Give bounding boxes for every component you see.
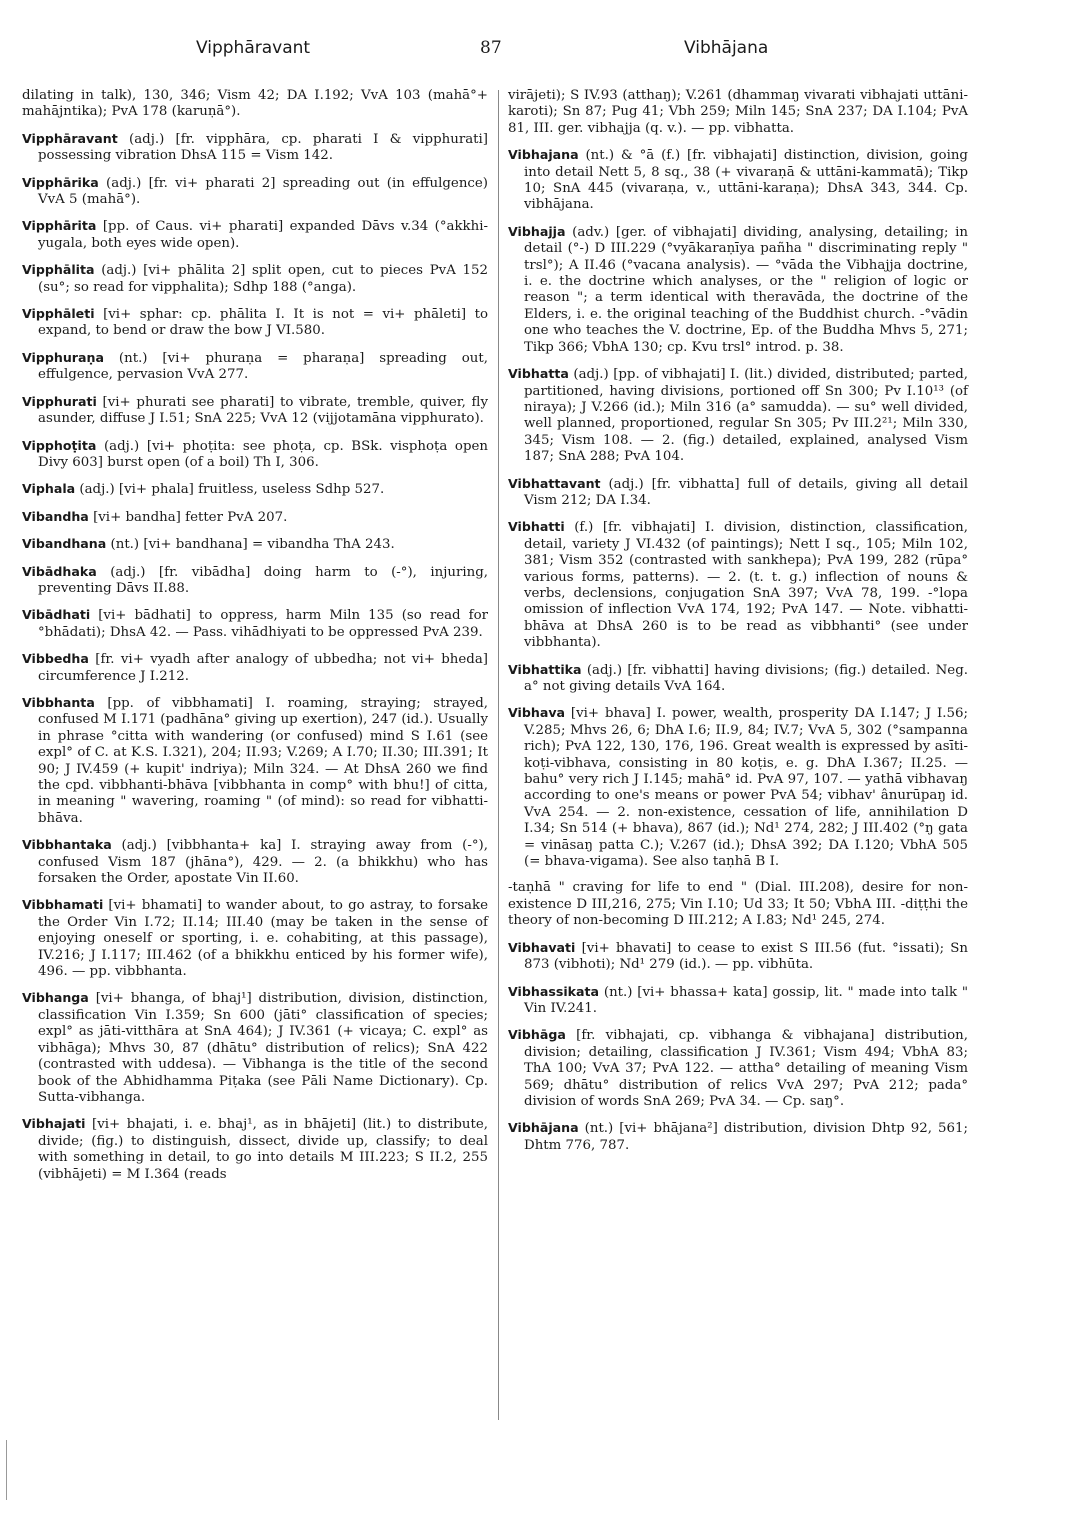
entry-headword: Vibbhamati (22, 897, 104, 913)
entry-text: [pp. of Caus. vi+ pharati] expanded Dāvs v.34 (°akkhi-yugala, both eyes wide open). (38, 219, 488, 251)
entry-headword: Vibhavati (508, 939, 576, 955)
entry-headword: Vibbhanta (22, 694, 95, 710)
entry-headword: Vipphuraṇa (22, 349, 104, 365)
entry-text: (adj.) [fr. vipphāra, cp. pharati I & vipphurati] possessing vibration DhsA 115 = Vism 142. (38, 131, 488, 164)
entry-headword: Vibandha (22, 508, 89, 524)
dictionary-entry (22, 131, 488, 165)
dictionary-entry (22, 695, 488, 827)
entry-text: dilating in talk), 130, 346; Vism 42; DA I.192; VvA 103 (mahā°+ mahājntika); PvA 178 (karuṇā°). (22, 88, 488, 120)
entry-text: (nt.) [vi+ phuraṇa = pharaṇa] spreading out, effulgence, pervasion VvA 277. (38, 350, 488, 383)
entry-text: (adj.) [fr. vibādha] doing harm to (-°), injuring, preventing Dāvs II.88. (38, 564, 488, 596)
entry-text: (adj.) [vi+ phala] fruitless, useless Sdhp 527. (79, 482, 385, 498)
dictionary-entry (22, 262, 488, 296)
dictionary-entry (22, 837, 488, 887)
dictionary-entry (22, 607, 488, 641)
entry-text: [vi+ bhanga, of bhaj¹] distribution, division, distinction, classification Vin I.359; Sn 600 (jāti° classification of species; expl° as jāti-vitthāra at SnA 464); J IV.361 (+ vicaya; C. expl° as vibhāga); Mhvs 30, 87 (dhātu° distribution of relics); SnA 422 (contrasted with uddesa). — Vibhanga is the title of the second book of the Abhidhamma Piṭaka (see Pāli Name Dictionary). Cp. Sutta-vibhanga. (38, 991, 489, 1105)
entry-text: [vi+ bhajati, i. e. bhaj¹, as in bhājeti] (lit.) to distribute, divide; (fig.) to distinguish, dissect, divide up, classify; to deal with something in detail, to go into details M III.223; S II.2, 255 (vibhājeti) = M I.364 (reads (38, 1117, 488, 1182)
dictionary-entry (508, 224, 968, 356)
dictionary-entry (22, 897, 488, 980)
dictionary-entry (22, 990, 488, 1106)
left-column (22, 88, 488, 1193)
entry-headword: Vipphāravant (22, 130, 118, 146)
entry-text: (adj.) [fr. vi+ pharati 2] spreading out (in effulgence) VvA 5 (mahā°). (38, 175, 488, 208)
right-column (508, 88, 968, 1164)
entry-text: [vi+ phurati see pharati] to vibrate, tremble, quiver, fly asunder, diffuse J I.51; SnA 225; VvA 12 (vijjotamāna vipphurato). (38, 394, 488, 427)
entry-text: [fr. vibhajati, cp. vibhanga & vibhajana] distribution, division; detailing, classification J IV.361; Vism 494; VbhA 83; ThA 100; VvA 37; PvA 122. — attha° detailing of meaning Vism 569; dhātu° distribution of relics VvA 297; PvA 212; pada° division of words SnA 269; PvA 34. — Cp. saŋ°. (524, 1028, 968, 1109)
entry-text: (adj.) [vi+ phoṭita: see phoṭa, cp. BSk. visphoṭa open Divy 603] burst open (of a boil) Th I, 306. (38, 438, 488, 470)
entry-headword: Vibhajati (22, 1116, 86, 1132)
entry-headword: Vipphoṭita (22, 437, 97, 453)
page-header (0, 38, 1073, 68)
entry-text: [vi+ bhava] I. power, wealth, prosperity DA I.147; J I.56; V.285; Mhvs 26, 6; DhA I.6; II.9, 84; IV.7; VvA 5, 302 (°sampanna rich); PvA 122, 130, 176, 196. Great wealth is expressed by asīti-koṭi-vibhava, consisting in 80 koṭis, e. g. DhA I.367; II.25. — bahu° very rich J I.145; mahā° id. PvA 97, 107. — yathā vibhavaŋ according to one's means or power PvA 54; vibhav' ânurūpaŋ id. VvA 254. — 2. non-existence, cessation of life, annihilation D I.34; Sn 514 (+ bhava), 867 (id.); Nd¹ 274, 282; J III.402 (°ŋ gata = vināsaŋ patta C.); V.267 (id.); DhsA 392; DA I.120; VbhA 505 (= bhava-vigama). See also taṇhā B I. (524, 706, 968, 870)
entry-headword: Vibhajana (508, 147, 579, 163)
dictionary-entry (22, 394, 488, 428)
entry-text: (adv.) [ger. of vibhajati] dividing, analysing, detailing; in detail (°-) D III.229 (°vyākaraṇīya pañha " discriminating reply " trsl°); A II.46 (°vacana analysis). — °vāda the Vibhajja doctrine, i. e. the doctrine which analyses, or the " religion of logic or reason "; a term identical with theravāda, the doctrine of the Elders, i. e. the original teaching of the Buddhist church. -°vādin one who teaches the V. doctrine, Ep. of the Buddha Mhvs 5, 271; Tikp 366; VbhA 130; cp. Kvu trsl° introd. p. 38. (524, 224, 968, 355)
running-head-left: Vipphāravant (196, 38, 311, 58)
entry-text: -taṇhā " craving for life to end " (Dial. III.208), desire for non-existence D III,216, 275; Vin I.10; Ud 33; It 50; VbhA III. -diṭṭhi the theory of non-becoming D III.212; A I.83; Nd¹ 245, 274. (508, 880, 968, 929)
entry-headword: Vibhājana (508, 1120, 579, 1136)
dictionary-entry (22, 564, 488, 598)
column-divider (498, 90, 499, 1420)
dictionary-entry (508, 1120, 968, 1154)
entry-headword: Vipphārika (22, 174, 99, 190)
margin-mark (6, 1440, 7, 1500)
entry-text: (nt.) [vi+ bandhana] = vibandha ThA 243. (110, 537, 395, 553)
dictionary-entry (508, 880, 968, 929)
dictionary-entry (508, 1027, 968, 1110)
entry-headword: Vibādhati (22, 607, 91, 623)
dictionary-entry (22, 651, 488, 685)
entry-headword: Vibbhantaka (22, 837, 112, 853)
dictionary-entry (508, 984, 968, 1018)
entry-headword: Viphala (22, 481, 76, 497)
dictionary-entry (508, 940, 968, 974)
entry-headword: Vibhava (508, 705, 566, 721)
entry-headword: Vipphurati (22, 393, 97, 409)
dictionary-entry (22, 350, 488, 384)
entry-text: virājeti); S IV.93 (atthaŋ); V.261 (dhammaŋ vivarati vibhajati uttāni-karoti); Sn 87; Pug 41; Vbh 259; Miln 145; SnA 237; DA I.104; PvA 81, III. ger. vibhajja (q. v.). — pp. vibhatta. (508, 88, 968, 136)
entry-text: (adj.) [fr. vibhatti] having divisions; (fig.) detailed. Neg. a° not giving details VvA 164. (524, 662, 968, 694)
entry-text: (nt.) [vi+ bhassa+ kata] gossip, lit. " made into talk " Vin IV.241. (524, 984, 969, 1016)
entry-text: [fr. vi+ vyadh after analogy of ubbedha; not vi+ bheda] circumference J I.212. (38, 652, 488, 684)
entry-headword: Vibhattavant (508, 475, 601, 491)
entry-headword: Vibhāga (508, 1027, 566, 1043)
entry-text: [vi+ bhamati] to wander about, to go astray, to forsake the Order Vin I.72; II.14; III.40 (may be taken in the sense of enjoying oneself or sporting, i. e. cohabiting, at this passage), IV.216; J I.117; III.462 (of a bhikkhu enticed by his former wife), 496. — pp. vibbhanta. (38, 898, 488, 980)
entry-text: [vi+ bhavati] to cease to exist S III.56 (fut. °issati); Sn 873 (vibhoti); Nd¹ 279 (id.). — pp. vibhūta. (524, 940, 969, 973)
dictionary-entry (22, 218, 488, 252)
entry-headword: Vibhatta (508, 366, 569, 382)
dictionary-entry (22, 1116, 488, 1183)
dictionary-entry (508, 88, 968, 137)
entry-text: [pp. of vibbhamati] I. roaming, straying; strayed, confused M I.171 (padhāna° giving up exertion), 247 (id.). Usually in phrase °citta with wandering (or confused) mind S I.61 (see expl° of C. at K.S. I.321), 204; II.93; V.269; A I.70; II.30; III.391; It 90; J IV.459 (+ kupit' indriya); Miln 324. — At DhsA 260 we find the cpd. vibbhanti-bhāva [vibbhanta in comp° with bhu!] of citta, in meaning " wavering, roaming " (of mind): so read for vibhatti-bhāva. (38, 695, 488, 826)
dictionary-entry (508, 662, 968, 696)
entry-text: [vi+ sphar: cp. phālita I. It is not = vi+ phāleti] to expand, to bend or draw the bow J VI.580. (38, 307, 488, 339)
entry-headword: Vibhatti (508, 519, 565, 535)
entry-text: (adj.) [vi+ phālita 2] split open, cut to pieces PvA 152 (su°; so read for vipphalita); Sdhp 188 (°anga). (38, 263, 488, 295)
entry-text: [vi+ bādhati] to oppress, harm Miln 135 (so read for °bhādati); DhsA 42. — Pass. vihādhiyati to be oppressed PvA 239. (38, 608, 488, 640)
dictionary-entry (22, 536, 488, 553)
dictionary-entry (22, 175, 488, 209)
dictionary-entry (508, 519, 968, 651)
dictionary-entry (508, 366, 968, 465)
entry-headword: Vibbedha (22, 651, 89, 667)
entry-headword: Vipphāleti (22, 306, 95, 322)
entry-text: [vi+ bandha] fetter PvA 207. (93, 509, 288, 525)
entry-text: (adj.) [fr. vibhatta] full of details, giving all detail Vism 212; DA I.34. (524, 476, 968, 508)
entry-text: (f.) [fr. vibhajati] I. division, distinction, classification, detail, variety J VI.432 (of paintings); Nett I sq., 105; Miln 102, 381; Vism 352 (contrasted with sankhepa); PvA 199, 282 (rūpa° various forms, patterns). — 2. (t. t. g.) inflection of nouns & verbs, declensions, conjugation SnA 397; VvA 78, 199. -°lopa omission of inflection VvA 174, 192; PvA 147. — Note. vibhatti-bhāva at DhsA 260 is to be read as vibbhanti° (see under vibbhanta). (524, 520, 968, 651)
entry-headword: Vibhanga (22, 990, 89, 1006)
dictionary-entry (22, 481, 488, 498)
entry-headword: Vibhattika (508, 661, 582, 677)
dictionary-entry (22, 306, 488, 340)
entry-headword: Vipphālita (22, 262, 95, 278)
dictionary-entry (508, 147, 968, 214)
dictionary-entry (22, 88, 488, 121)
entry-text: (adj.) [vibbhanta+ ka] I. straying away from (-°), confused Vism 187 (jhāna°), 429. — 2. (a bhikkhu) who has forsaken the Order, apostate Vin II.60. (38, 838, 488, 887)
page-number: 87 (480, 38, 502, 58)
entry-headword: Vibādhaka (22, 563, 97, 579)
entry-text: (nt.) & °ā (f.) [fr. vibhajati] distinction, division, going into detail Nett 5, 8 sq., 38 (+ vivaraṇā & uttāni-kammatā); Tikp 10; SnA 445 (vivaraṇa, v., uttāni-karaṇa); DhsA 343, 344. Cp. vibhājana. (524, 148, 968, 213)
entry-headword: Vibhajja (508, 223, 566, 239)
entry-headword: Vibandhana (22, 536, 107, 552)
entry-headword: Vipphārita (22, 218, 97, 234)
entry-text: (nt.) [vi+ bhājana²] distribution, division Dhtp 92, 561; Dhtm 776, 787. (524, 1121, 968, 1153)
entry-headword: Vibhassikata (508, 983, 600, 999)
dictionary-entry (22, 509, 488, 526)
dictionary-entry (508, 476, 968, 510)
dictionary-entry (22, 438, 488, 472)
running-head-right: Vibhājana (684, 38, 769, 58)
dictionary-entry (508, 705, 968, 870)
entry-text: (adj.) [pp. of vibhajati] I. (lit.) divided, distributed; parted, partitioned, having divisions, portioned off Sn 300; Pv I.10¹³ (of niraya); J V.266 (id.); Miln 316 (a° samudda). — su° well divided, well planned, proportioned, regular Sn 305; Pv III.2²¹; Miln 330, 345; Vism 108. — 2. (fig.) detailed, explained, analysed Vism 187; SnA 288; PvA 104. (524, 367, 968, 465)
